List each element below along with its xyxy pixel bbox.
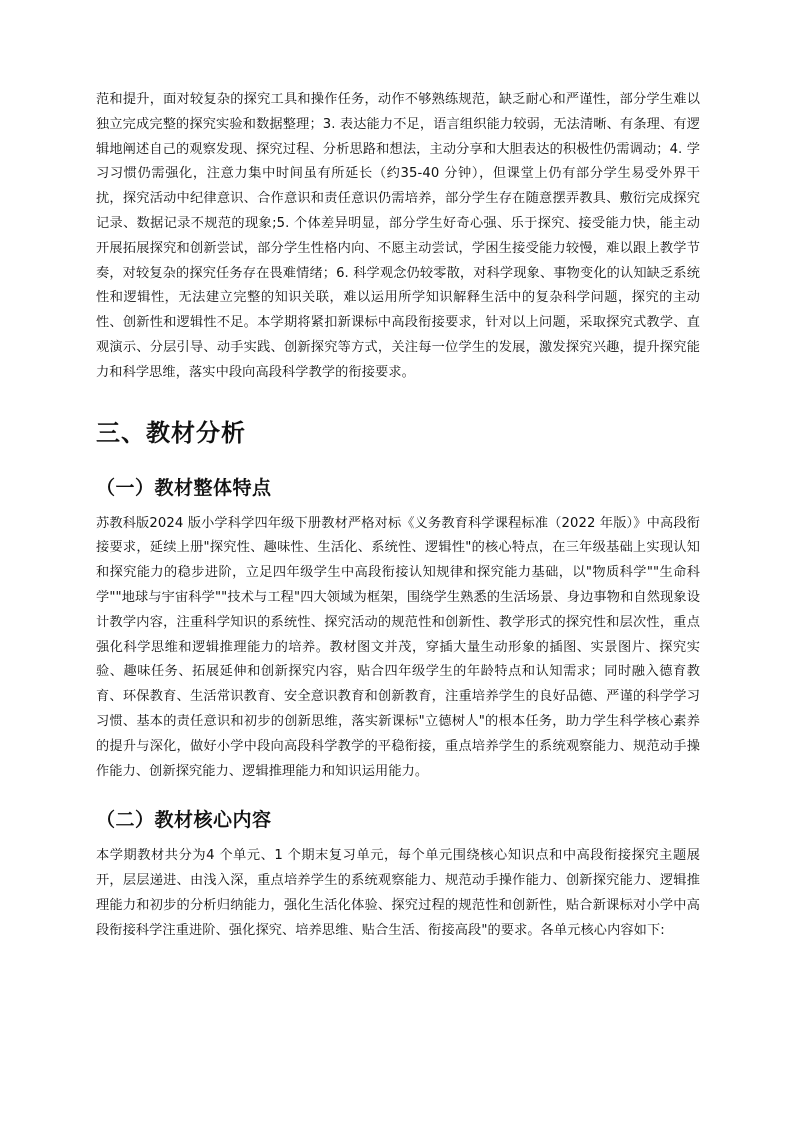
document-page bbox=[96, 88, 700, 944]
overall-features-paragraph: 苏教科版2024 版小学科学四年级下册教材严格对标《义务教育科学课程标准（2022 年版）》中高段衔接要求，延续上册"探究性、趣味性、生活化、系统性、逻辑性"的核心特点，在三年级基础上实现认知和探究能力的稳步进阶，立足四年级学生中高段衔接认知规律和探究能力基础，以"物质科学""生命科学""地球与宇宙科学""技术与工程"四大领域为框架，围绕学生熟悉的生活场景、身边事物和自然现象设计教学内容，注重科学知识的系统性、探究活动的规范性和创新性、教学形式的探究性和层次性，重点强化科学思维和逻辑推理能力的培养。教材图文并茂，穿插大量生动形象的插图、实景图片、探究实验、趣味任务、拓展延伸和创新探究内容，贴合四年级学生的年龄特点和认知需求；同时融入德育教育、环保教育、生活常识教育、安全意识教育和创新教育，注重培养学生的良好品德、严谨的科学学习习惯、基本的责任意识和初步的创新思维，落实新课标"立德树人"的根本任务，助力学生科学核心素养的提升与深化，做好小学中段向高段科学教学的平稳衔接，重点培养学生的系统观察能力、规范动手操作能力、创新探究能力、逻辑推理能力和知识运用能力。 bbox=[96, 515, 700, 779]
subsection-title-core-content: （二）教材核心内容 bbox=[96, 809, 272, 832]
intro-paragraph: 范和提升，面对较复杂的探究工具和操作任务，动作不够熟练规范，缺乏耐心和严谨性，部分学生难以独立完成完整的探究实验和数据整理；3. 表达能力不足，语言组织能力较弱，无法清晰、有条理、有逻辑地阐述自己的观察发现、探究过程、分析思路和想法，主动分享和大胆表达的积极性仍需调动；4. 学习习惯仍需强化，注意力集中时间虽有所延长（约35-40 分钟），但课堂上仍有部分学生易受外界干扰，探究活动中纪律意识、合作意识和责任意识仍需培养，部分学生存在随意摆弄教具、敷衍完成探究记录、数据记录不规范的现象;5. 个体差异明显，部分学生好奇心强、乐于探究、接受能力快，能主动开展拓展探究和创新尝试，部分学生性格内向、不愿主动尝试，学困生接受能力较慢，难以跟上教学节奏，对较复杂的探究任务存在畏难情绪；6. 科学观念仍较零散，对科学现象、事物变化的认知缺乏系统性和逻辑性，无法建立完整的知识关联，难以运用所学知识解释生活中的复杂科学问题，探究的主动性、创新性和逻辑性不足。本学期将紧扣新课标中高段衔接要求，针对以上问题，采取探究式教学、直观演示、分层引导、动手实践、创新探究等方式，关注每一位学生的发展，激发探究兴趣，提升探究能力和科学思维，落实中段向高段科学教学的衔接要求。 bbox=[96, 92, 700, 380]
section-title: 三、教材分析 bbox=[96, 418, 246, 447]
subsection-title-overall-features: （一）教材整体特点 bbox=[96, 476, 272, 499]
core-content-paragraph: 本学期教材共分为4 个单元、1 个期末复习单元，每个单元围绕核心知识点和中高段衔接探究主题展开，层层递进、由浅入深，重点培养学生的系统观察能力、规范动手操作能力、创新探究能力、逻辑推理能力和初步的分析归纳能力，强化生活化体验、探究过程的规范性和创新性，贴合新课标对小学中高段衔接科学注重进阶、强化探究、培养思维、贴合生活、衔接高段"的要求。各单元核心内容如下: bbox=[96, 848, 700, 938]
